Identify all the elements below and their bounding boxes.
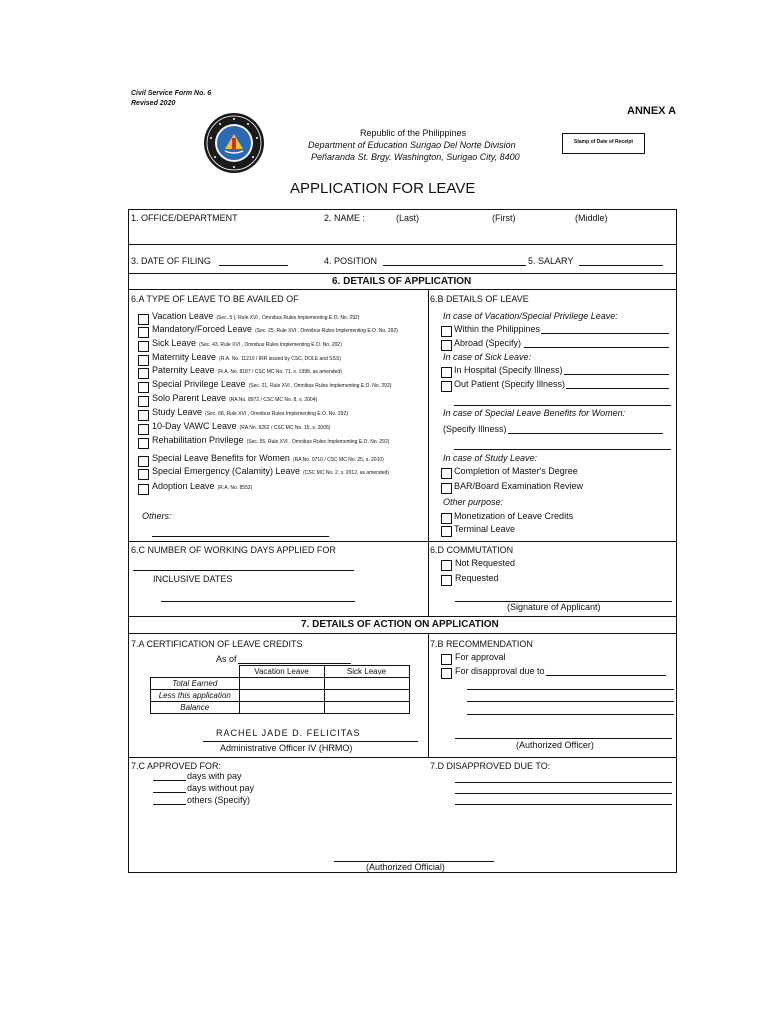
disapproval-reason-field[interactable] — [546, 675, 666, 676]
checkbox-special-privilege-leave[interactable] — [138, 382, 149, 393]
leave-credits-title: 7.A CERTIFICATION OF LEAVE CREDITS — [131, 639, 303, 649]
divider — [128, 289, 677, 290]
sick-column-header: Sick Leave — [324, 666, 409, 678]
position-field[interactable] — [383, 265, 526, 266]
leave-label: Special Leave Benefits for Women — [152, 453, 290, 463]
disapproval-reason-line[interactable] — [467, 714, 674, 715]
checkbox-requested[interactable] — [441, 575, 452, 586]
leave-reference: (Sec. 21, Rule XVI , Omnibus Rules Implementing E.O. No. 292) — [248, 383, 392, 389]
checkbox-within-philippines[interactable] — [441, 326, 452, 337]
leave-item — [152, 338, 342, 351]
checkbox-calamity-leave[interactable] — [138, 469, 149, 480]
out-patient-label: Out Patient (Specify Illness) — [454, 379, 566, 389]
inclusive-dates-field[interactable] — [161, 601, 355, 602]
form-revision: Revised 2020 — [131, 100, 176, 107]
row-label: Less this application — [151, 690, 240, 702]
office-label: 1. OFFICE/DEPARTMENT — [131, 213, 238, 223]
officer-name: RACHEL JADE D. FELICITAS — [216, 728, 361, 738]
first-name-label: (First) — [492, 213, 516, 223]
last-name-label: (Last) — [396, 213, 420, 223]
leave-item — [152, 481, 252, 494]
leave-label: Solo Parent Leave — [152, 393, 227, 403]
leave-label: Mandatory/Forced Leave — [152, 324, 253, 334]
leave-item — [152, 311, 360, 324]
study-case-heading: In case of Study Leave: — [443, 453, 538, 463]
leave-reference: (RA No. 8972 / CSC MC No. 8, s. 2004) — [229, 397, 318, 403]
section7-title: 7. DETAILS OF ACTION ON APPLICATION — [301, 619, 499, 630]
checkbox-bar-review[interactable] — [441, 483, 452, 494]
checkbox-vacation-leave[interactable] — [138, 314, 149, 325]
form-number: Civil Service Form No. 6 — [131, 90, 212, 97]
abroad-field[interactable] — [524, 347, 669, 348]
leave-item — [152, 407, 348, 420]
divider — [128, 244, 677, 245]
leave-item — [152, 324, 398, 337]
sick-extra-field[interactable] — [454, 405, 671, 406]
recommendation-title: 7.B RECOMMENDATION — [430, 639, 533, 649]
table-cell — [151, 666, 240, 678]
days-without-pay-field[interactable] — [153, 792, 186, 793]
row-label: Total Earned — [151, 678, 240, 690]
others-specify-field[interactable] — [153, 804, 186, 805]
terminal-leave-label: Terminal Leave — [454, 524, 516, 534]
disapproved-reason-line[interactable] — [455, 782, 672, 783]
leave-reference: (Sec. 5 ), Rule XVI , Omnibus Rules Implementing E.O. No. 292) — [216, 315, 360, 321]
disapproved-reason-line[interactable] — [455, 804, 672, 805]
table-cell[interactable] — [239, 702, 324, 714]
date-filing-label: 3. DATE OF FILING — [131, 256, 211, 266]
vacation-case-heading: In case of Vacation/Special Privilege Leave: — [443, 311, 618, 321]
disapproval-reason-line[interactable] — [467, 689, 674, 690]
disapproval-reason-line[interactable] — [467, 701, 674, 702]
women-case-heading: In case of Special Leave Benefits for Women: — [443, 408, 626, 418]
checkbox-sick-leave[interactable] — [138, 341, 149, 352]
table-cell[interactable] — [324, 702, 409, 714]
checkbox-maternity-leave[interactable] — [138, 355, 149, 366]
specify-illness-label: (Specify Illness) — [443, 424, 507, 434]
table-row — [151, 690, 410, 702]
table-cell[interactable] — [324, 678, 409, 690]
row-label: Balance — [151, 702, 240, 714]
vacation-column-header: Vacation Leave — [239, 666, 324, 678]
page-title: APPLICATION FOR LEAVE — [290, 180, 476, 197]
leave-item — [152, 466, 389, 479]
leave-item — [152, 421, 330, 434]
details-leave-title: 6.B DETAILS OF LEAVE — [430, 294, 529, 304]
checkbox-not-requested[interactable] — [441, 560, 452, 571]
leave-reference: (CSC MC No. 2, s. 2012, as amended) — [303, 470, 389, 476]
checkbox-study-leave[interactable] — [138, 410, 149, 421]
leave-reference: (Sec. 68, Rule XVI , Omnibus Rules Implementing E.O. No. 292) — [205, 411, 348, 417]
working-days-field[interactable] — [133, 570, 354, 571]
not-requested-label: Not Requested — [455, 558, 516, 568]
for-disapproval-label: For disapproval due to — [455, 666, 545, 676]
bar-review-label: BAR/Board Examination Review — [454, 481, 584, 491]
abroad-label: Abroad (Specify) — [454, 338, 522, 348]
name-label: 2. NAME : — [324, 213, 366, 223]
salary-field[interactable] — [579, 265, 663, 266]
masters-label: Completion of Master's Degree — [454, 466, 578, 476]
leave-item — [152, 393, 317, 406]
leave-reference: (R.A. No. 11210 / IRR issued by CSC, DOLE and SSS) — [219, 356, 341, 362]
table-row — [151, 702, 410, 714]
leave-reference: (R.A. No. 8187 / CSC MC No. 71, s. 1998, as amended) — [217, 369, 342, 375]
monetization-label: Monetization of Leave Credits — [454, 511, 574, 521]
days-with-pay-field[interactable] — [153, 780, 186, 781]
authorized-official-label: (Authorized Official) — [366, 862, 445, 872]
leave-item — [152, 365, 342, 378]
women-extra-field[interactable] — [454, 449, 671, 450]
section6-title: 6. DETAILS OF APPLICATION — [332, 276, 472, 287]
others-field[interactable] — [152, 536, 329, 537]
others-specify-label: others (Specify) — [187, 795, 251, 805]
within-philippines-label: Within the Philippines — [454, 324, 541, 334]
divider — [128, 757, 677, 758]
officer-title: Administrative Officer IV (HRMO) — [220, 743, 353, 753]
salary-label: 5. SALARY — [528, 256, 574, 266]
leave-label: Vacation Leave — [152, 311, 214, 321]
stamp-box — [562, 133, 645, 154]
leave-reference: (Sec. 55, Rule XVI , Omnibus Rules Implementing E.O. No. 292) — [246, 439, 390, 445]
table-row — [151, 678, 410, 690]
stamp-label: Stamp of Date of Receipt — [573, 139, 634, 145]
leave-label: Maternity Leave — [152, 352, 217, 362]
checkbox-masters-degree[interactable] — [441, 468, 452, 479]
divider — [128, 633, 677, 634]
date-filing-field[interactable] — [219, 265, 288, 266]
leave-label: Paternity Leave — [152, 365, 215, 375]
out-patient-field[interactable] — [566, 388, 669, 389]
divider — [128, 616, 677, 617]
checkbox-paternity-leave[interactable] — [138, 368, 149, 379]
leave-reference: (RA No. 9262 / CSC MC No. 15, s. 2005) — [239, 425, 331, 431]
divider — [128, 541, 677, 542]
header-address: Peñaranda St. Brgy. Washington, Surigao City, 8400 — [311, 152, 520, 162]
position-label: 4. POSITION — [324, 256, 378, 266]
checkbox-in-hospital[interactable] — [441, 367, 452, 378]
deped-seal-logo — [203, 112, 265, 174]
column-divider — [428, 633, 429, 757]
checkbox-solo-parent-leave[interactable] — [138, 396, 149, 407]
checkbox-for-approval[interactable] — [441, 654, 452, 665]
authorized-officer-signature-field[interactable] — [455, 738, 672, 739]
disapproved-reason-line[interactable] — [455, 793, 672, 794]
checkbox-adoption-leave[interactable] — [138, 484, 149, 495]
leave-type-title: 6.A TYPE OF LEAVE TO BE AVAILED OF — [131, 294, 299, 304]
working-days-title: 6.C NUMBER OF WORKING DAYS APPLIED FOR — [131, 545, 336, 555]
leave-label: Special Emergency (Calamity) Leave — [152, 466, 301, 476]
in-hospital-label: In Hospital (Specify Illness) — [454, 365, 563, 375]
days-with-pay-label: days with pay — [187, 771, 242, 781]
leave-label: Adoption Leave — [152, 481, 215, 491]
as-of-label: As of — [216, 654, 237, 664]
approved-for-title: 7.C APPROVED FOR: — [131, 761, 222, 771]
requested-label: Requested — [455, 573, 499, 583]
within-philippines-field[interactable] — [541, 333, 669, 334]
leave-label: 10-Day VAWC Leave — [152, 421, 237, 431]
leave-item — [152, 352, 341, 365]
leave-reference: (R.A. No. 8552) — [217, 485, 253, 491]
authorized-officer-label: (Authorized Officer) — [516, 740, 594, 750]
table-row — [151, 666, 410, 678]
checkbox-out-patient[interactable] — [441, 381, 452, 392]
leave-label: Rehabilitation Privilege — [152, 435, 244, 445]
leave-reference: (Sec. 25, Rule XVI , Omnibus Rules Implementing E.O. No. 292) — [255, 328, 398, 334]
leave-item — [152, 435, 389, 448]
others-label: Others: — [142, 511, 172, 521]
leave-reference: (Sec. 43, Rule XVI , Omnibus Rules Implementing E.O. No. 292) — [199, 342, 342, 348]
leave-label: Sick Leave — [152, 338, 197, 348]
middle-name-label: (Middle) — [575, 213, 608, 223]
officer-signature-line — [203, 741, 418, 742]
annex-label: ANNEX A — [627, 105, 677, 117]
divider — [128, 273, 677, 274]
checkbox-for-disapproval[interactable] — [441, 668, 452, 679]
checkbox-mandatory-leave[interactable] — [138, 327, 149, 338]
as-of-field[interactable] — [238, 663, 351, 664]
in-hospital-field[interactable] — [564, 374, 669, 375]
leave-label: Study Leave — [152, 407, 203, 417]
leave-label: Special Privilege Leave — [152, 379, 246, 389]
checkbox-terminal-leave[interactable] — [441, 526, 452, 537]
checkbox-monetization[interactable] — [441, 513, 452, 524]
table-cell[interactable] — [239, 678, 324, 690]
commutation-title: 6.D COMMUTATION — [430, 545, 514, 555]
for-approval-label: For approval — [455, 652, 506, 662]
other-purpose-heading: Other purpose: — [443, 497, 504, 507]
table-cell[interactable] — [239, 690, 324, 702]
header-republic: Republic of the Philippines — [360, 128, 467, 138]
header-department: Department of Education Surigao Del Norte Division — [308, 140, 516, 150]
checkbox-abroad[interactable] — [441, 340, 452, 351]
disapproved-title: 7.D DISAPPROVED DUE TO: — [430, 761, 551, 771]
checkbox-rehabilitation-privilege[interactable] — [138, 438, 149, 449]
leave-credits-table — [150, 665, 410, 714]
leave-item — [152, 379, 391, 392]
sick-case-heading: In case of Sick Leave: — [443, 352, 532, 362]
leave-reference: (RA No. 9710 / CSC MC No. 25, s. 2010) — [292, 457, 384, 463]
specify-illness-field[interactable] — [508, 433, 663, 434]
days-without-pay-label: days without pay — [187, 783, 255, 793]
column-divider — [428, 289, 429, 616]
applicant-signature-label: (Signature of Applicant) — [507, 602, 601, 612]
leave-item — [152, 453, 384, 466]
checkbox-vawc-leave[interactable] — [138, 424, 149, 435]
inclusive-dates-label: INCLUSIVE DATES — [153, 574, 233, 584]
checkbox-special-leave-women[interactable] — [138, 456, 149, 467]
table-cell[interactable] — [324, 690, 409, 702]
